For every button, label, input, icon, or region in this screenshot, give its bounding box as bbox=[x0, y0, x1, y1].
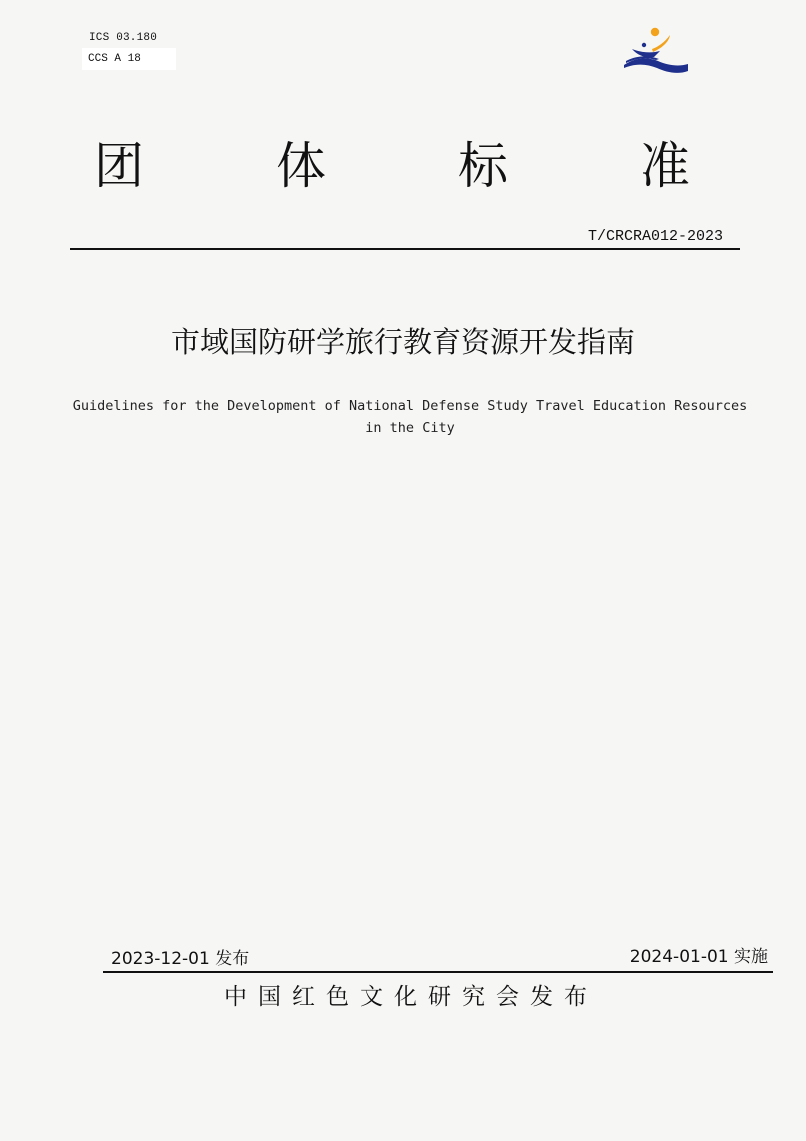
footer-divider bbox=[103, 971, 773, 973]
english-title-line-1: Guidelines for the Development of National Defense Study Travel Education Resources bbox=[72, 398, 748, 414]
publisher-name: 中国红色文化研究会发布 bbox=[224, 984, 598, 1010]
category-char-2: 体 bbox=[276, 137, 326, 195]
ccs-code: CCS A 18 bbox=[88, 53, 141, 65]
publish-date: 2023-12-01 发布 bbox=[111, 949, 250, 969]
standard-category-title bbox=[90, 136, 700, 196]
publisher-wrap bbox=[0, 982, 806, 1012]
logo-arm bbox=[652, 35, 670, 52]
chinese-title: 市域国防研学旅行教育资源开发指南 bbox=[170, 325, 635, 359]
logo-small-dot bbox=[642, 43, 646, 47]
ics-code: ICS 03.180 bbox=[89, 32, 158, 44]
category-char-4: 准 bbox=[640, 137, 690, 195]
implement-date: 2024-01-01 实施 bbox=[629, 947, 768, 967]
standard-organization-logo-icon bbox=[622, 24, 690, 76]
logo-head-dot bbox=[651, 28, 659, 36]
category-char-3: 标 bbox=[458, 137, 508, 195]
header-divider bbox=[70, 248, 740, 250]
standard-code: T/CRCRA012-2023 bbox=[587, 228, 723, 245]
logo-wave-1 bbox=[624, 58, 688, 73]
english-title-line-2: in the City bbox=[365, 420, 455, 436]
english-title bbox=[70, 395, 750, 439]
category-char-1: 团 bbox=[94, 137, 144, 195]
